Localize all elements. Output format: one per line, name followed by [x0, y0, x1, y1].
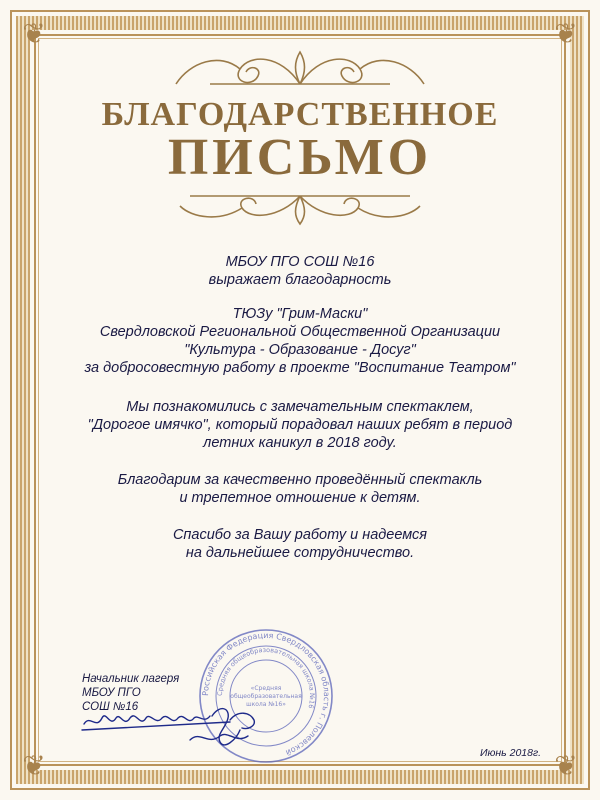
recipient-line: за добросовестную работу в проекте "Воспитание Театром" — [84, 360, 516, 376]
handwritten-signature — [80, 700, 270, 760]
stamp-outer-text: Российская Федерация Свердловская область г. Полевской — [200, 630, 332, 758]
sender-line: МБОУ ПГО СОШ №16 — [225, 254, 375, 270]
title-line-2: ПИСЬМО — [167, 129, 433, 186]
corner-ornament-icon: ❦ — [554, 17, 578, 50]
paragraph-2 — [50, 471, 550, 507]
paragraph-3 — [50, 526, 550, 562]
sender-block — [50, 253, 550, 289]
sender-line: выражает благодарность — [208, 272, 392, 288]
paragraph-line: летних каникул в 2018 году. — [203, 435, 397, 451]
corner-ornament-icon: ❦ — [554, 749, 578, 782]
title-line-1: БЛАГОДАРСТВЕННОЕ — [101, 96, 499, 133]
signer-title-line: Начальник лагеря — [82, 673, 180, 685]
recipient-line: "Культура - Образование - Досуг" — [184, 342, 416, 358]
paragraph-line: Благодарим за качественно проведённый спектакль — [117, 472, 483, 488]
paragraph-line: "Дорогое имячко", который порадовал наших ребят в период — [87, 417, 513, 433]
paragraph-line: Спасибо за Вашу работу и надеемся — [172, 527, 428, 543]
signer-title-line: МБОУ ПГО — [82, 687, 141, 699]
paragraph-1 — [50, 398, 550, 452]
recipient-line: ТЮЗу "Грим-Маски" — [232, 306, 368, 322]
corner-ornament-icon: ❦ — [22, 17, 46, 50]
stamp-center-text-3: школа №16» — [246, 701, 286, 708]
stamp-inner-text: Средняя общеобразовательная школа №16 — [215, 645, 317, 710]
stamp-center-text: «Средняя — [250, 685, 282, 692]
paragraph-line: и трепетное отношение к детям. — [179, 490, 421, 506]
paragraph-line: Мы познакомились с замечательным спектаклем, — [126, 399, 474, 415]
recipient-line: Свердловской Региональной Общественной Организации — [99, 324, 501, 340]
top-flourish-icon — [170, 44, 430, 94]
paragraph-line: на дальнейшее сотрудничество. — [185, 545, 415, 561]
signer-title-line: СОШ №16 — [82, 701, 139, 713]
title-flourish-icon — [170, 188, 430, 228]
document-date: Июнь 2018г. — [480, 747, 542, 759]
corner-ornament-icon: ❦ — [22, 749, 46, 782]
stamp-center-text-2: общеобразовательная — [230, 693, 302, 700]
recipient-block — [50, 305, 550, 377]
